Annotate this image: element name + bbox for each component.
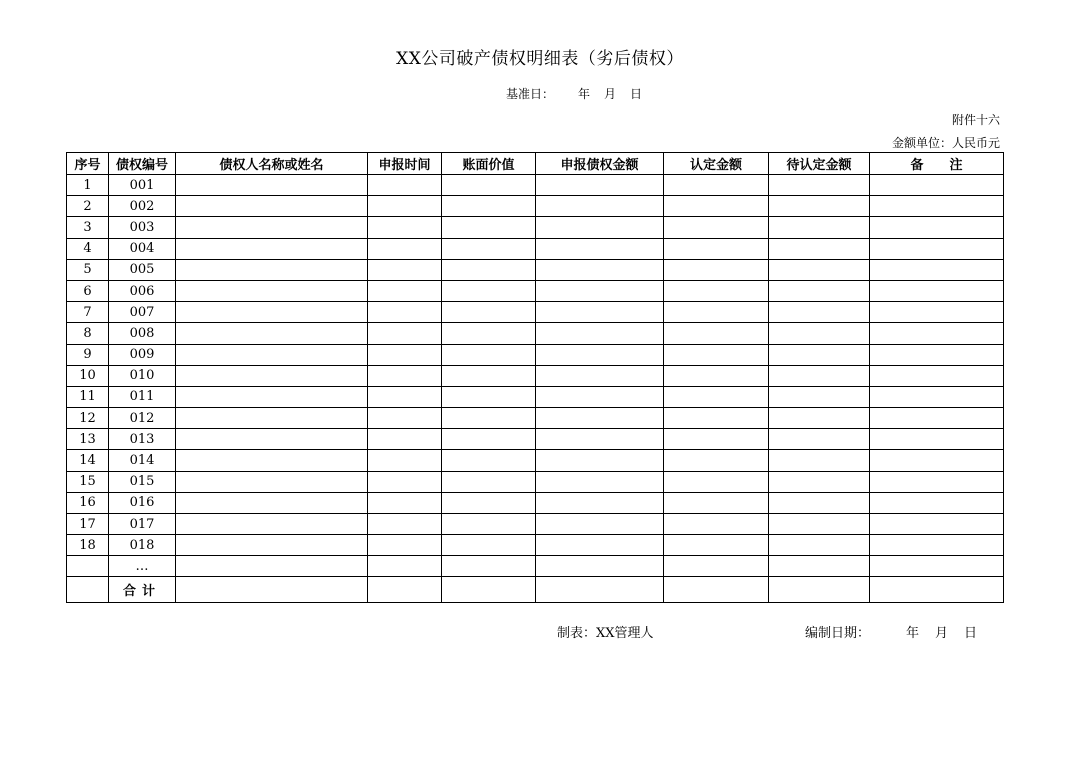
cell-claimed-amount — [536, 514, 664, 535]
header-creditor-name: 债权人名称或姓名 — [176, 153, 368, 175]
table-row — [67, 175, 1004, 196]
cell-remarks — [870, 514, 1004, 535]
total-row — [67, 577, 1004, 603]
cell-creditor-name — [176, 429, 368, 450]
cell-confirmed-amount — [664, 302, 769, 323]
cell-pending-amount — [769, 259, 870, 280]
cell-claimed-amount — [536, 535, 664, 556]
cell-claim-code: 011 — [109, 386, 176, 407]
cell-claimed-amount — [536, 492, 664, 513]
table-row — [67, 302, 1004, 323]
cell-pending-amount — [769, 386, 870, 407]
cell-confirmed-amount — [664, 344, 769, 365]
cell-book-value — [442, 386, 536, 407]
ellipsis-mark: … — [109, 556, 176, 577]
cell-pending-amount — [769, 450, 870, 471]
cell-filing-time — [368, 175, 442, 196]
table-row — [67, 238, 1004, 259]
cell-seq: 17 — [67, 514, 109, 535]
cell-pending-amount — [769, 344, 870, 365]
cell-seq: 1 — [67, 175, 109, 196]
cell-claim-code: 010 — [109, 365, 176, 386]
cell-filing-time — [368, 344, 442, 365]
cell-remarks — [870, 492, 1004, 513]
cell-seq — [67, 577, 109, 603]
cell-book-value — [442, 175, 536, 196]
cell-pending-amount — [769, 408, 870, 429]
cell-seq: 10 — [67, 365, 109, 386]
cell-claim-code: 015 — [109, 471, 176, 492]
header-remarks: 备 注 — [870, 153, 1004, 175]
cell-filing-time — [368, 302, 442, 323]
cell-seq: 2 — [67, 196, 109, 217]
cell-pending-amount — [769, 556, 870, 577]
base-date-day: 日 — [630, 87, 643, 101]
cell-seq: 18 — [67, 535, 109, 556]
claims-table — [66, 152, 1004, 603]
cell-book-value — [442, 450, 536, 471]
currency-unit: 金额单位：人民币元 — [891, 136, 1000, 150]
cell-pending-amount — [769, 302, 870, 323]
cell-creditor-name — [176, 450, 368, 471]
cell-creditor-name — [176, 535, 368, 556]
cell-creditor-name — [176, 386, 368, 407]
cell-pending-amount — [769, 280, 870, 301]
cell-filing-time — [368, 429, 442, 450]
cell-claimed-amount — [536, 386, 664, 407]
cell-creditor-name — [176, 514, 368, 535]
base-date-month: 月 — [604, 87, 617, 101]
cell-claim-code: 017 — [109, 514, 176, 535]
cell-claim-code: 013 — [109, 429, 176, 450]
cell-book-value — [442, 408, 536, 429]
cell-pending-amount — [769, 196, 870, 217]
cell-book-value — [442, 344, 536, 365]
cell-confirmed-amount — [664, 450, 769, 471]
cell-remarks — [870, 471, 1004, 492]
cell-claim-code: 007 — [109, 302, 176, 323]
cell-seq: 12 — [67, 408, 109, 429]
table-row — [67, 196, 1004, 217]
cell-claimed-amount — [536, 471, 664, 492]
cell-pending-amount — [769, 577, 870, 603]
cell-confirmed-amount — [664, 386, 769, 407]
cell-remarks — [870, 196, 1004, 217]
cell-filing-time — [368, 450, 442, 471]
cell-creditor-name — [176, 492, 368, 513]
table-row — [67, 344, 1004, 365]
cell-remarks — [870, 365, 1004, 386]
table-row — [67, 492, 1004, 513]
cell-claimed-amount — [536, 556, 664, 577]
cell-filing-time — [368, 238, 442, 259]
table-row — [67, 535, 1004, 556]
cell-pending-amount — [769, 492, 870, 513]
cell-claim-code: 008 — [109, 323, 176, 344]
cell-claim-code: 002 — [109, 196, 176, 217]
cell-remarks — [870, 577, 1004, 603]
cell-remarks — [870, 302, 1004, 323]
cell-confirmed-amount — [664, 365, 769, 386]
header-claimed-amount: 申报债权金额 — [536, 153, 664, 175]
cell-remarks — [870, 429, 1004, 450]
cell-claimed-amount — [536, 429, 664, 450]
cell-creditor-name — [176, 577, 368, 603]
cell-confirmed-amount — [664, 175, 769, 196]
cell-claimed-amount — [536, 344, 664, 365]
cell-remarks — [870, 535, 1004, 556]
cell-creditor-name — [176, 556, 368, 577]
attachment-label: 附件十六 — [951, 113, 1000, 127]
cell-creditor-name — [176, 259, 368, 280]
cell-filing-time — [368, 365, 442, 386]
cell-confirmed-amount — [664, 196, 769, 217]
cell-seq: 3 — [67, 217, 109, 238]
base-date-year: 年 — [578, 87, 591, 101]
cell-claimed-amount — [536, 577, 664, 603]
cell-creditor-name — [176, 175, 368, 196]
cell-book-value — [442, 535, 536, 556]
compile-date-month: 月 — [935, 626, 949, 641]
cell-claim-code: 001 — [109, 175, 176, 196]
cell-confirmed-amount — [664, 471, 769, 492]
cell-pending-amount — [769, 535, 870, 556]
cell-creditor-name — [176, 302, 368, 323]
cell-claimed-amount — [536, 302, 664, 323]
header-claim-code: 债权编号 — [109, 153, 176, 175]
cell-remarks — [870, 175, 1004, 196]
cell-creditor-name — [176, 238, 368, 259]
cell-pending-amount — [769, 238, 870, 259]
cell-confirmed-amount — [664, 323, 769, 344]
cell-filing-time — [368, 196, 442, 217]
cell-book-value — [442, 577, 536, 603]
cell-claim-code: 005 — [109, 259, 176, 280]
base-date-label: 基准日： — [506, 87, 555, 101]
cell-creditor-name — [176, 196, 368, 217]
cell-creditor-name — [176, 408, 368, 429]
cell-filing-time — [368, 535, 442, 556]
compile-date-year: 年 — [906, 626, 920, 641]
cell-claim-code: 014 — [109, 450, 176, 471]
cell-creditor-name — [176, 323, 368, 344]
compile-date-day: 日 — [964, 626, 978, 641]
cell-confirmed-amount — [664, 238, 769, 259]
cell-book-value — [442, 217, 536, 238]
cell-seq — [67, 556, 109, 577]
table-row — [67, 450, 1004, 471]
cell-book-value — [442, 492, 536, 513]
cell-filing-time — [368, 323, 442, 344]
table-header-row — [67, 153, 1004, 175]
cell-book-value — [442, 280, 536, 301]
cell-filing-time — [368, 386, 442, 407]
cell-claim-code: 012 — [109, 408, 176, 429]
cell-claim-code: 009 — [109, 344, 176, 365]
cell-confirmed-amount — [664, 492, 769, 513]
cell-book-value — [442, 302, 536, 323]
cell-claimed-amount — [536, 175, 664, 196]
cell-book-value — [442, 429, 536, 450]
cell-confirmed-amount — [664, 408, 769, 429]
cell-filing-time — [368, 492, 442, 513]
cell-filing-time — [368, 280, 442, 301]
cell-remarks — [870, 450, 1004, 471]
cell-confirmed-amount — [664, 535, 769, 556]
cell-claim-code: 016 — [109, 492, 176, 513]
cell-book-value — [442, 365, 536, 386]
table-row — [67, 217, 1004, 238]
cell-book-value — [442, 259, 536, 280]
table-row — [67, 280, 1004, 301]
cell-claim-code: 003 — [109, 217, 176, 238]
cell-claim-code: 018 — [109, 535, 176, 556]
cell-book-value — [442, 238, 536, 259]
table-row — [67, 514, 1004, 535]
cell-claimed-amount — [536, 259, 664, 280]
header-book-value: 账面价值 — [442, 153, 536, 175]
cell-filing-time — [368, 217, 442, 238]
cell-pending-amount — [769, 471, 870, 492]
header-seq: 序号 — [67, 153, 109, 175]
header-confirmed-amount: 认定金额 — [664, 153, 769, 175]
compile-date-label: 编制日期： — [805, 626, 871, 641]
table-maker: 制表：XX管理人 — [557, 626, 654, 641]
cell-creditor-name — [176, 344, 368, 365]
cell-pending-amount — [769, 175, 870, 196]
cell-claimed-amount — [536, 450, 664, 471]
cell-claim-code: 006 — [109, 280, 176, 301]
table-row — [67, 365, 1004, 386]
cell-claimed-amount — [536, 238, 664, 259]
cell-book-value — [442, 323, 536, 344]
cell-remarks — [870, 280, 1004, 301]
cell-claimed-amount — [536, 217, 664, 238]
cell-pending-amount — [769, 514, 870, 535]
cell-claimed-amount — [536, 196, 664, 217]
header-pending-amount: 待认定金额 — [769, 153, 870, 175]
cell-seq: 4 — [67, 238, 109, 259]
cell-confirmed-amount — [664, 577, 769, 603]
cell-claimed-amount — [536, 408, 664, 429]
cell-book-value — [442, 556, 536, 577]
table-row — [67, 323, 1004, 344]
table-row — [67, 386, 1004, 407]
cell-remarks — [870, 217, 1004, 238]
cell-filing-time — [368, 259, 442, 280]
cell-confirmed-amount — [664, 514, 769, 535]
compile-date — [805, 625, 977, 643]
cell-creditor-name — [176, 280, 368, 301]
header-filing-time: 申报时间 — [368, 153, 442, 175]
cell-seq: 6 — [67, 280, 109, 301]
cell-claim-code: 004 — [109, 238, 176, 259]
cell-creditor-name — [176, 365, 368, 386]
cell-seq: 11 — [67, 386, 109, 407]
cell-filing-time — [368, 408, 442, 429]
ellipsis-row — [67, 556, 1004, 577]
cell-seq: 16 — [67, 492, 109, 513]
cell-filing-time — [368, 514, 442, 535]
cell-claimed-amount — [536, 323, 664, 344]
total-label: 合计 — [109, 577, 176, 603]
document-title: XX公司破产债权明细表（劣后债权） — [396, 49, 684, 69]
cell-seq: 14 — [67, 450, 109, 471]
cell-seq: 5 — [67, 259, 109, 280]
cell-remarks — [870, 344, 1004, 365]
cell-remarks — [870, 238, 1004, 259]
cell-confirmed-amount — [664, 259, 769, 280]
cell-creditor-name — [176, 471, 368, 492]
table-row — [67, 259, 1004, 280]
cell-claimed-amount — [536, 365, 664, 386]
cell-pending-amount — [769, 429, 870, 450]
cell-seq: 9 — [67, 344, 109, 365]
cell-pending-amount — [769, 217, 870, 238]
cell-confirmed-amount — [664, 429, 769, 450]
cell-filing-time — [368, 471, 442, 492]
cell-confirmed-amount — [664, 217, 769, 238]
cell-remarks — [870, 323, 1004, 344]
cell-seq: 15 — [67, 471, 109, 492]
cell-remarks — [870, 386, 1004, 407]
cell-confirmed-amount — [664, 556, 769, 577]
cell-seq: 7 — [67, 302, 109, 323]
cell-book-value — [442, 514, 536, 535]
cell-book-value — [442, 196, 536, 217]
cell-confirmed-amount — [664, 280, 769, 301]
cell-filing-time — [368, 556, 442, 577]
cell-creditor-name — [176, 217, 368, 238]
cell-book-value — [442, 471, 536, 492]
cell-pending-amount — [769, 323, 870, 344]
cell-seq: 8 — [67, 323, 109, 344]
cell-remarks — [870, 259, 1004, 280]
cell-pending-amount — [769, 365, 870, 386]
cell-filing-time — [368, 577, 442, 603]
cell-seq: 13 — [67, 429, 109, 450]
base-date — [506, 86, 642, 102]
cell-remarks — [870, 556, 1004, 577]
table-row — [67, 471, 1004, 492]
cell-remarks — [870, 408, 1004, 429]
table-row — [67, 429, 1004, 450]
table-row — [67, 408, 1004, 429]
cell-claimed-amount — [536, 280, 664, 301]
